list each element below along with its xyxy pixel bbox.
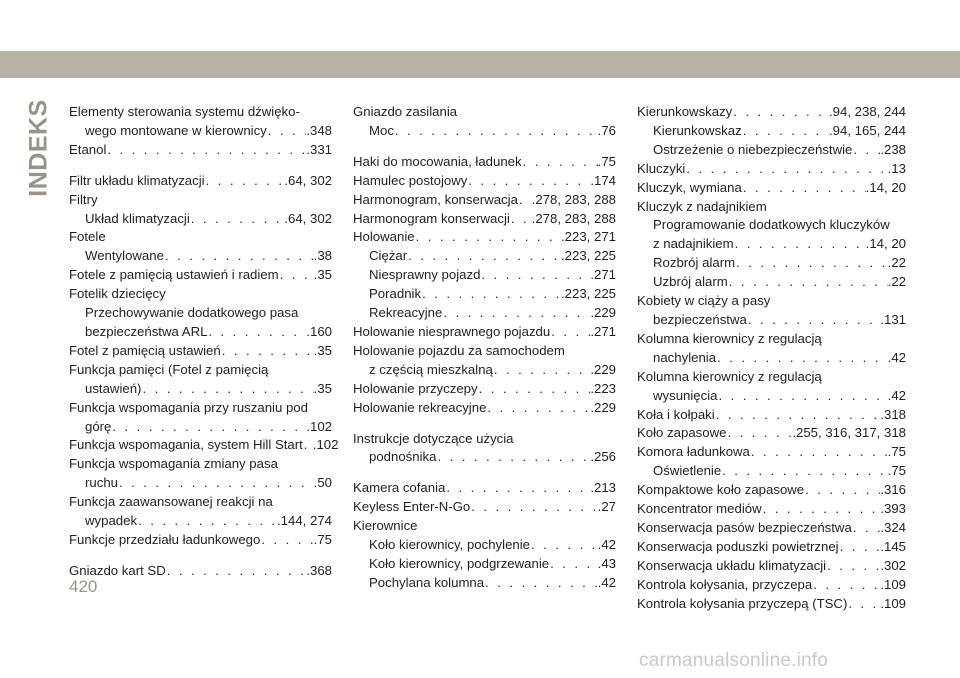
index-subentry <box>637 349 906 368</box>
dot-leader <box>421 285 561 304</box>
entry-term: Ostrzeżenie o niebezpieczeństwie <box>653 141 853 157</box>
index-entry <box>353 210 616 229</box>
dot-leader <box>493 361 590 380</box>
index-subentry <box>353 361 616 380</box>
dot-leader <box>530 536 598 555</box>
entry-term: Komora ładunkowa <box>637 444 750 460</box>
page-reference: .35 <box>313 380 332 396</box>
section-tab <box>24 99 53 197</box>
entry-term: nachylenia <box>653 349 717 365</box>
index-entry <box>637 103 906 122</box>
index-heading: Funkcja wspomagania przy ruszaniu pod <box>69 399 308 415</box>
page-reference: .94, 238, 244 <box>829 104 906 119</box>
page-reference: .324 <box>880 519 906 535</box>
dot-leader <box>141 380 313 399</box>
page-reference: .255, 316, 317, 318 <box>792 425 906 441</box>
index-entry <box>69 266 332 285</box>
entry-term: Etanol <box>69 141 107 157</box>
entry-term: Harmonogram konserwacji <box>353 210 510 226</box>
dot-leader <box>166 562 307 581</box>
index-gap <box>353 467 616 479</box>
index-entry <box>637 538 906 557</box>
dot-leader <box>550 323 590 342</box>
page-reference: .109 <box>880 576 906 592</box>
index-subentry <box>353 536 616 555</box>
page-reference: .131 <box>880 311 906 327</box>
entry-term: Poradnik <box>369 286 422 302</box>
dot-leader <box>685 160 887 179</box>
index-heading: Funkcja wspomagania zmiany pasa <box>69 456 278 472</box>
index-subentry <box>353 304 616 323</box>
index-entry <box>353 153 616 172</box>
index-gap <box>353 141 616 153</box>
entry-term: podnośnika <box>369 449 437 465</box>
page-reference: .38 <box>313 248 332 264</box>
page-reference: .331 <box>306 141 332 157</box>
dot-leader <box>762 500 881 519</box>
section-label: INDEKS <box>24 99 53 197</box>
watermark: carmanualsonline.info <box>639 650 829 671</box>
page-reference: .316 <box>880 482 906 498</box>
index-subentry <box>69 210 332 229</box>
index-entry <box>637 519 906 538</box>
dot-leader <box>415 228 561 247</box>
entry-term: bezpieczeństwa ARL <box>85 323 208 339</box>
dot-leader <box>442 304 590 323</box>
index-heading: Instrukcje dotyczące użycia <box>353 430 514 446</box>
index-heading: Gniazdo zasilania <box>353 104 458 119</box>
entry-term: Harmonogram, konserwacja <box>353 191 518 207</box>
page-reference: .64, 302 <box>284 172 332 188</box>
index-entry <box>353 228 616 247</box>
entry-term: Pochylana kolumna <box>369 574 485 590</box>
entry-term: Uzbrój alarm <box>653 274 728 290</box>
entry-term: Ciężar <box>369 248 408 264</box>
index-entry <box>637 576 906 595</box>
page-reference: .223, 271 <box>561 229 616 245</box>
entry-term: Holowanie rekreacyjne <box>353 399 487 415</box>
index-heading: Kolumna kierownicy z regulacją <box>637 330 822 346</box>
index-entry <box>637 406 906 425</box>
index-entry <box>637 595 906 614</box>
dot-leader <box>839 538 881 557</box>
entry-term: Wentylowane <box>85 248 164 264</box>
page-reference: .42 <box>597 574 616 590</box>
dot-leader <box>480 266 590 285</box>
page-reference: .229 <box>590 399 616 415</box>
page-reference: .160 <box>306 323 332 339</box>
dot-leader <box>549 555 598 574</box>
index-subheading: Przechowywanie dodatkowego pasa <box>85 305 299 321</box>
dot-leader <box>732 103 829 122</box>
entry-term: Koło zapasowe <box>637 425 727 441</box>
index-column-3 <box>637 103 906 613</box>
page-reference: .144, 274 <box>277 513 332 529</box>
entry-term: górę <box>85 418 112 434</box>
entry-term: Konserwacja poduszki powietrznej <box>637 538 839 554</box>
entry-term: Kierunkowskazy <box>637 104 733 119</box>
dot-leader <box>470 498 597 517</box>
index-subentry <box>637 254 906 273</box>
index-entry <box>637 557 906 576</box>
entry-term: Rozbrój alarm <box>653 255 736 271</box>
page-reference: .42 <box>597 537 616 553</box>
page-reference: .27 <box>597 499 616 515</box>
page-reference: .75 <box>887 463 906 479</box>
entry-term: wego montowane w kierownicy <box>85 122 267 138</box>
entry-term: Holowanie przyczepy <box>353 380 478 396</box>
page-reference: .278, 283, 288 <box>531 210 616 226</box>
index-heading: Funkcja zaawansowanej reakcji na <box>69 494 273 510</box>
page-reference: .302 <box>880 557 906 573</box>
dot-leader <box>734 235 866 254</box>
page-reference: .75 <box>313 531 332 547</box>
entry-term: Fotele z pamięcią ustawień i radiem <box>69 267 279 283</box>
entry-term: Koła i kołpaki <box>637 406 715 422</box>
entry-term: Fotel z pamięcią ustawień <box>69 342 221 358</box>
page-reference: .223, 225 <box>561 286 616 302</box>
entry-term: Kontrola kołysania, przyczepa <box>637 576 813 592</box>
entry-term: wysunięcia <box>653 387 718 403</box>
index-gap <box>353 418 616 430</box>
dot-leader <box>812 576 880 595</box>
page-reference: .229 <box>590 361 616 377</box>
page-reference: .50 <box>313 475 332 491</box>
index-subentry <box>353 555 616 574</box>
index-entry <box>69 562 332 581</box>
entry-term: Kontrola kołysania przyczepą (TSC) <box>637 595 848 611</box>
page-reference: .14, 20 <box>865 179 906 195</box>
index-subentry <box>637 122 906 141</box>
index-subentry <box>637 462 906 481</box>
index-entry <box>637 424 906 443</box>
page-reference: .109 <box>880 595 906 611</box>
index-gap <box>69 550 332 562</box>
entry-term: Niesprawny pojazd <box>369 267 481 283</box>
index-subentry <box>69 418 332 437</box>
page-reference: .238 <box>880 141 906 157</box>
dot-leader <box>106 141 306 160</box>
index-subentry <box>353 574 616 593</box>
dot-leader <box>478 380 591 399</box>
dot-leader <box>718 387 888 406</box>
page-reference: .42 <box>887 387 906 403</box>
header-band <box>0 51 960 78</box>
dot-leader <box>852 141 880 160</box>
index-subentry <box>637 235 906 254</box>
dot-leader <box>394 122 598 141</box>
page-reference: .256 <box>590 449 616 465</box>
entry-term: Kierunkowskaz <box>653 122 742 138</box>
dot-leader <box>279 266 314 285</box>
dot-leader <box>852 519 881 538</box>
page-reference: .22 <box>887 255 906 271</box>
entry-term: Funkcje przedziału ładunkowego <box>69 531 261 547</box>
entry-term: Koncentrator mediów <box>637 501 762 517</box>
page-reference: .278, 283, 288 <box>531 191 616 207</box>
dot-leader <box>436 448 590 467</box>
dot-leader <box>750 443 888 462</box>
dot-leader <box>486 399 590 418</box>
dot-leader <box>747 311 880 330</box>
index-entry <box>637 179 906 198</box>
dot-leader <box>407 247 561 266</box>
index-subentry <box>353 122 616 141</box>
dot-leader <box>728 273 888 292</box>
index-entry <box>637 500 906 519</box>
page-reference: .42 <box>887 349 906 365</box>
index-heading: Kierownice <box>353 518 418 534</box>
index-gap <box>69 160 332 172</box>
entry-term: Kompaktowe koło zapasowe <box>637 482 805 498</box>
index-heading: Fotelik dziecięcy <box>69 286 166 302</box>
index-subentry <box>69 380 332 399</box>
dot-leader <box>510 210 532 229</box>
entry-term: Funkcja wspomagania, system Hill Start <box>69 437 303 453</box>
entry-term: Koło kierownicy, pochylenie <box>369 537 531 553</box>
index-entry <box>637 443 906 462</box>
entry-term: ustawień) <box>85 380 142 396</box>
dot-leader <box>303 436 313 455</box>
dot-leader <box>742 122 829 141</box>
page-reference: .22 <box>887 274 906 290</box>
page-number: 420 <box>69 577 98 596</box>
page-reference: .223 <box>590 380 616 396</box>
page-reference: .271 <box>590 323 616 339</box>
entry-term: z częścią mieszkalną <box>369 361 493 377</box>
page-reference: .75 <box>597 153 616 169</box>
entry-term: Konserwacja układu klimatyzacji <box>637 557 827 573</box>
page-reference: .229 <box>590 305 616 321</box>
dot-leader <box>221 342 314 361</box>
entry-term: Konserwacja pasów bezpieczeństwa <box>637 519 852 535</box>
index-column-2 <box>353 103 616 593</box>
index-subentry <box>637 141 906 160</box>
index-subentry <box>637 311 906 330</box>
entry-term: Haki do mocowania, ładunek <box>353 153 522 169</box>
dot-leader <box>467 172 590 191</box>
page-reference: .213 <box>590 480 616 496</box>
entry-term: Kluczyki <box>637 160 686 176</box>
index-column-1 <box>69 103 339 581</box>
index-entry <box>353 479 616 498</box>
index-heading: Filtry <box>69 191 98 207</box>
entry-term: Moc <box>369 122 394 138</box>
index-subentry <box>353 247 616 266</box>
page-reference: .35 <box>313 267 332 283</box>
entry-term: bezpieczeństwa <box>653 311 747 327</box>
entry-term: Układ klimatyzacji <box>85 210 190 226</box>
index-subentry <box>353 285 616 304</box>
entry-term: Gniazdo kart SD <box>69 562 166 578</box>
index-entry <box>353 172 616 191</box>
page-reference: .271 <box>590 267 616 283</box>
page-reference: .348 <box>306 122 332 138</box>
dot-leader <box>742 179 866 198</box>
dot-leader <box>445 479 590 498</box>
index-heading: Elementy sterowania systemu dźwięko- <box>69 104 300 119</box>
index-subentry <box>637 387 906 406</box>
dot-leader <box>518 191 532 210</box>
page-reference: .76 <box>597 122 616 138</box>
dot-leader <box>137 512 277 531</box>
dot-leader <box>205 172 285 191</box>
entry-term: Oświetlenie <box>653 463 722 479</box>
dot-leader <box>715 406 881 425</box>
index-entry <box>353 323 616 342</box>
index-subentry <box>69 512 332 531</box>
entry-term: Filtr układu klimatyzacji <box>69 172 205 188</box>
page-reference: .13 <box>887 160 906 176</box>
page-reference: .393 <box>880 501 906 517</box>
page-reference: .75 <box>887 444 906 460</box>
index-heading: Funkcja pamięci (Fotel z pamięcią <box>69 361 269 377</box>
dot-leader <box>804 481 880 500</box>
entry-term: Koło kierownicy, podgrzewanie <box>369 555 550 571</box>
dot-leader <box>190 210 285 229</box>
index-entry <box>353 380 616 399</box>
entry-term: Keyless Enter-N-Go <box>353 499 471 515</box>
entry-term: wypadek <box>85 513 138 529</box>
dot-leader <box>118 474 314 493</box>
index-subheading: Programowanie dodatkowych kluczyków <box>653 217 890 233</box>
dot-leader <box>260 531 313 550</box>
entry-term: Rekreacyjne <box>369 305 443 321</box>
dot-leader <box>826 557 880 576</box>
dot-leader <box>164 247 314 266</box>
index-entry <box>637 481 906 500</box>
index-entry <box>353 498 616 517</box>
page-reference: .35 <box>313 342 332 358</box>
index-entry <box>69 141 332 160</box>
page-reference: .145 <box>880 538 906 554</box>
index-subentry <box>69 323 332 342</box>
index-subentry <box>69 474 332 493</box>
index-entry <box>353 399 616 418</box>
dot-leader <box>735 254 888 273</box>
entry-term: Hamulec postojowy <box>353 172 468 188</box>
page-reference: .94, 165, 244 <box>829 122 906 138</box>
index-entry <box>69 531 332 550</box>
page-reference: .102 <box>312 437 339 453</box>
index-heading: Kolumna kierownicy z regulacją <box>637 368 822 384</box>
index-subentry <box>353 266 616 285</box>
index-subentry <box>637 273 906 292</box>
dot-leader <box>721 462 887 481</box>
page-reference: .102 <box>306 418 332 434</box>
entry-term: Kamera cofania <box>353 480 446 496</box>
index-subentry <box>353 448 616 467</box>
dot-leader <box>484 574 598 593</box>
index-heading: Fotele <box>69 229 106 245</box>
entry-term: Kluczyk, wymiana <box>637 179 742 195</box>
dot-leader <box>267 122 307 141</box>
page-reference: .14, 20 <box>865 236 906 252</box>
index-entry <box>353 191 616 210</box>
dot-leader <box>716 349 888 368</box>
page-reference: .174 <box>590 172 616 188</box>
entry-term: Holowanie <box>353 229 415 245</box>
index-heading: Kobiety w ciąży a pasy <box>637 293 771 309</box>
dot-leader <box>847 595 880 614</box>
index-entry <box>69 436 339 455</box>
index-entry <box>69 342 332 361</box>
index-entry <box>69 172 332 191</box>
page-reference: .43 <box>597 555 616 571</box>
index-entry <box>637 160 906 179</box>
entry-term: ruchu <box>85 475 118 491</box>
page-reference: .368 <box>306 562 332 578</box>
entry-term: z nadajnikiem <box>653 236 734 252</box>
dot-leader <box>207 323 306 342</box>
dot-leader <box>522 153 598 172</box>
dot-leader <box>726 424 792 443</box>
index-subentry <box>69 247 332 266</box>
dot-leader <box>111 418 306 437</box>
entry-term: Holowanie niesprawnego pojazdu <box>353 323 551 339</box>
index-subentry <box>69 122 332 141</box>
index-heading: Kluczyk z nadajnikiem <box>637 198 767 214</box>
page-reference: .223, 225 <box>561 248 616 264</box>
page-reference: .318 <box>880 406 906 422</box>
page-reference: .64, 302 <box>284 210 332 226</box>
index-heading: Holowanie pojazdu za samochodem <box>353 342 565 358</box>
